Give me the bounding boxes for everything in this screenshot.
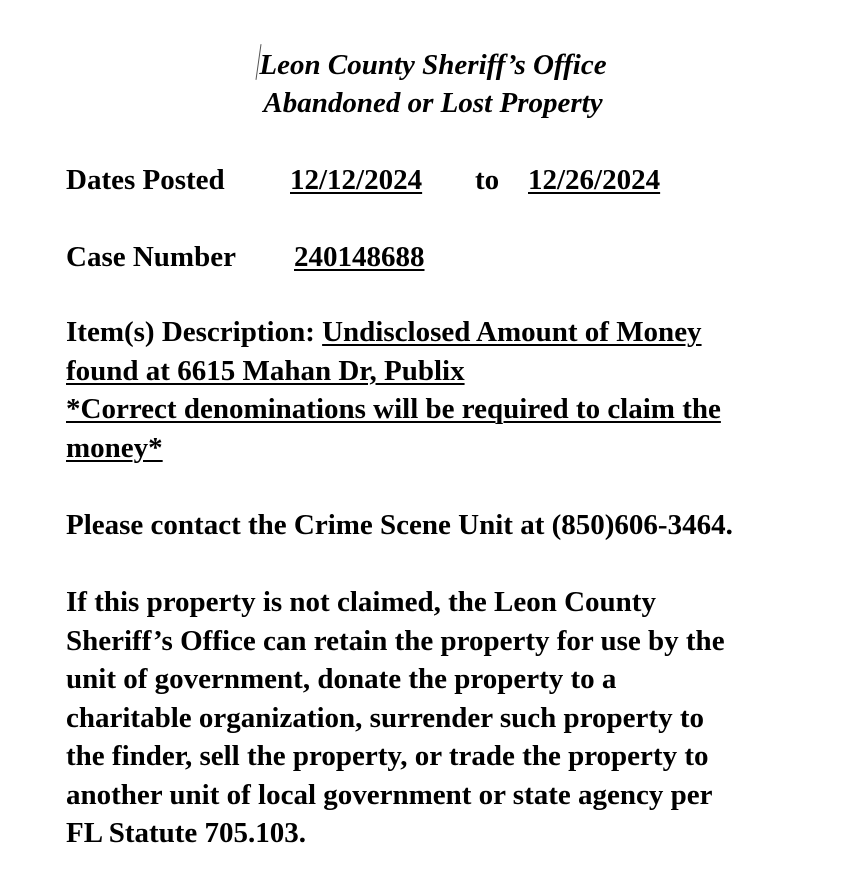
- statute-line: the finder, sell the property, or trade the property to: [66, 740, 709, 772]
- item-description: [66, 313, 846, 467]
- statute-line: charitable organization, surrender such property to: [66, 701, 704, 734]
- statute-paragraph: [66, 583, 846, 853]
- description-label: Item(s) Description:: [66, 316, 315, 348]
- statute-line: unit of government, donate the property to a: [66, 663, 617, 695]
- notice-title: [0, 46, 866, 84]
- case-number-value: 240148688: [294, 241, 425, 273]
- description-text-2: found at 6615 Mahan Dr, Publix: [66, 354, 465, 387]
- contact-instructions: Please contact the Crime Scene Unit at (850)606-3464.: [66, 509, 733, 541]
- date-end: 12/26/2024: [528, 164, 661, 196]
- statute-line: Sheriff’s Office can retain the property for use by the: [66, 624, 725, 657]
- statute-line: another unit of local government or state agency per: [66, 778, 713, 811]
- notice-subtitle: [0, 84, 866, 122]
- description-line-1: [66, 313, 846, 352]
- statute-line: FL Statute 705.103.: [66, 817, 307, 849]
- dates-posted-label: Dates Posted: [66, 164, 225, 196]
- notice-type: Abandoned or Lost Property: [263, 87, 603, 119]
- date-start: 12/12/2024: [290, 164, 423, 196]
- case-number-label: Case Number: [66, 241, 236, 273]
- statute-line: If this property is not claimed, the Leon County: [66, 586, 656, 618]
- description-note-2: money*: [66, 431, 163, 464]
- description-note-1: *Correct denominations will be required to claim the: [66, 393, 721, 425]
- description-text-1: Undisclosed Amount of Money: [322, 316, 702, 348]
- agency-name: Leon County Sheriff’s Office: [259, 49, 607, 81]
- date-range-separator: to: [475, 164, 500, 196]
